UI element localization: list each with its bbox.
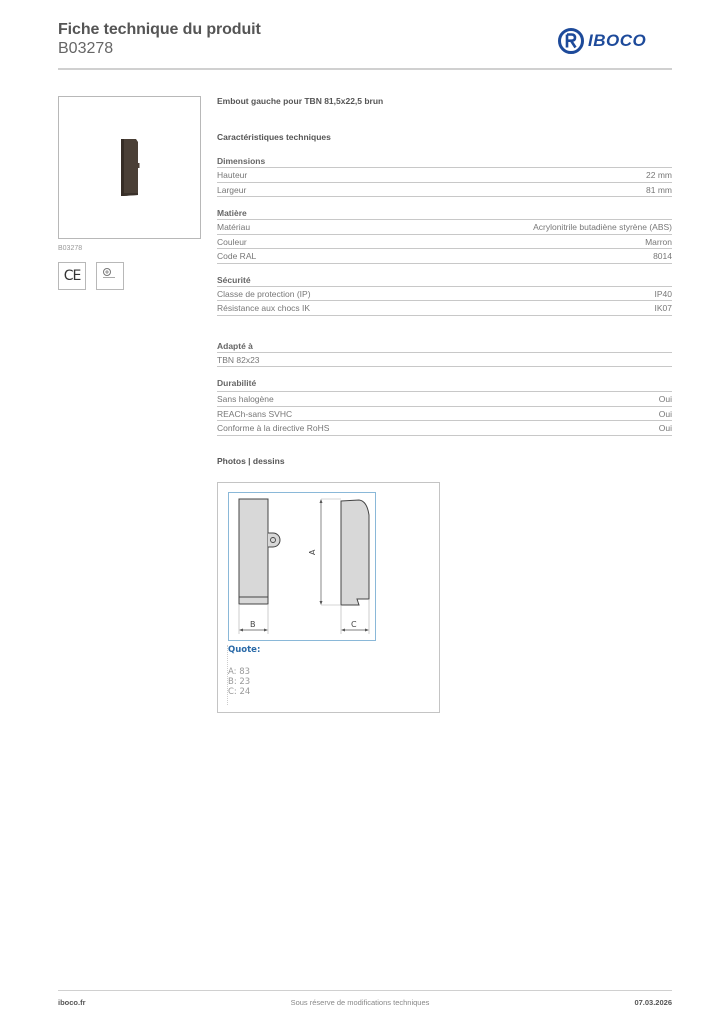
group-dimensions <box>217 155 672 197</box>
spec-label: Matériau <box>217 222 251 232</box>
footer-date: 07.03.2026 <box>634 998 672 1007</box>
left-panel <box>58 96 202 290</box>
image-caption: B03278 <box>58 245 83 252</box>
group-title: Sécurité <box>217 274 672 287</box>
spec-label: Conforme à la directive RoHS <box>217 423 330 433</box>
group-title: Adapté à <box>217 340 672 353</box>
technical-drawing <box>217 482 440 713</box>
dimension-a-label: A <box>308 549 317 555</box>
spec-label: Classe de protection (IP) <box>217 288 311 299</box>
group-title: Durabilité <box>217 377 672 392</box>
product-photo <box>58 96 201 239</box>
main-content <box>217 94 672 468</box>
ce-mark <box>58 262 86 290</box>
spec-label: Couleur <box>217 236 247 247</box>
quote-title: Quote: <box>228 645 261 655</box>
spec-row <box>217 353 672 368</box>
spec-value: Oui <box>658 423 672 433</box>
product-name: Embout gauche pour TBN 81,5x22,5 brun <box>217 96 384 106</box>
ce-icon: CE <box>63 268 81 284</box>
quote-list <box>228 667 260 697</box>
footer-site-link[interactable]: iboco.fr <box>58 998 86 1007</box>
page-title: Fiche technique du produit <box>58 21 261 38</box>
certifications <box>58 262 202 290</box>
dimension-c-label: C <box>351 620 357 629</box>
halogen-free-icon <box>100 266 120 286</box>
spec-row <box>217 249 672 264</box>
dimension-b-label: B <box>250 620 256 629</box>
quote-item: B: 23 <box>228 677 251 687</box>
spec-label: Sans halogène <box>217 394 274 404</box>
spec-row <box>217 392 672 407</box>
spec-value: Oui <box>658 408 672 419</box>
spec-row <box>217 407 672 422</box>
quote-item: C: 24 <box>228 687 251 697</box>
spec-value: Marron <box>645 236 672 247</box>
spec-row <box>217 301 672 316</box>
footer-note: Sous réserve de modifications techniques <box>290 998 430 1007</box>
spec-row <box>217 235 672 250</box>
dimension-drawing <box>229 493 377 642</box>
spec-value: 22 mm <box>646 170 672 180</box>
spec-row <box>217 287 672 302</box>
spec-row <box>217 183 672 198</box>
product-image <box>119 137 141 199</box>
page-footer <box>58 998 672 1007</box>
group-sustainability <box>217 377 672 436</box>
spec-row <box>217 220 672 235</box>
footer-divider <box>58 990 672 991</box>
spec-label: Code RAL <box>217 251 257 261</box>
quote-item: A: 83 <box>228 667 251 677</box>
halogen-free-mark <box>96 262 124 290</box>
group-safety <box>217 274 672 316</box>
spec-value: Acrylonitrile butadiène styrène (ABS) <box>533 222 672 232</box>
group-title: Matière <box>217 207 672 220</box>
photos-title: Photos | dessins <box>217 455 285 466</box>
group-material <box>217 207 672 264</box>
spec-value: 81 mm <box>646 184 672 195</box>
spec-value: Oui <box>658 394 672 404</box>
spec-label: Hauteur <box>217 170 248 180</box>
spec-value: 8014 <box>653 251 672 261</box>
logo-text: IBOCO <box>588 31 647 50</box>
spec-label: Résistance aux chocs IK <box>217 303 311 313</box>
spec-row <box>217 421 672 436</box>
quote-block <box>228 645 260 697</box>
spec-label: TBN 82x23 <box>217 354 260 365</box>
group-title: Dimensions <box>217 155 672 168</box>
group-compatible <box>217 340 672 368</box>
spec-row <box>217 168 672 183</box>
spec-label: Largeur <box>217 184 247 195</box>
drawing-frame <box>228 492 376 641</box>
spec-value: IK07 <box>654 303 672 313</box>
spec-value: IP40 <box>654 288 672 299</box>
section-title: Caractéristiques techniques <box>217 132 331 142</box>
iboco-logo <box>558 28 646 54</box>
spec-label: REACh-sans SVHC <box>217 408 293 419</box>
iboco-logo-icon <box>558 28 584 54</box>
product-code: B03278 <box>58 40 114 57</box>
header-divider <box>58 68 672 70</box>
